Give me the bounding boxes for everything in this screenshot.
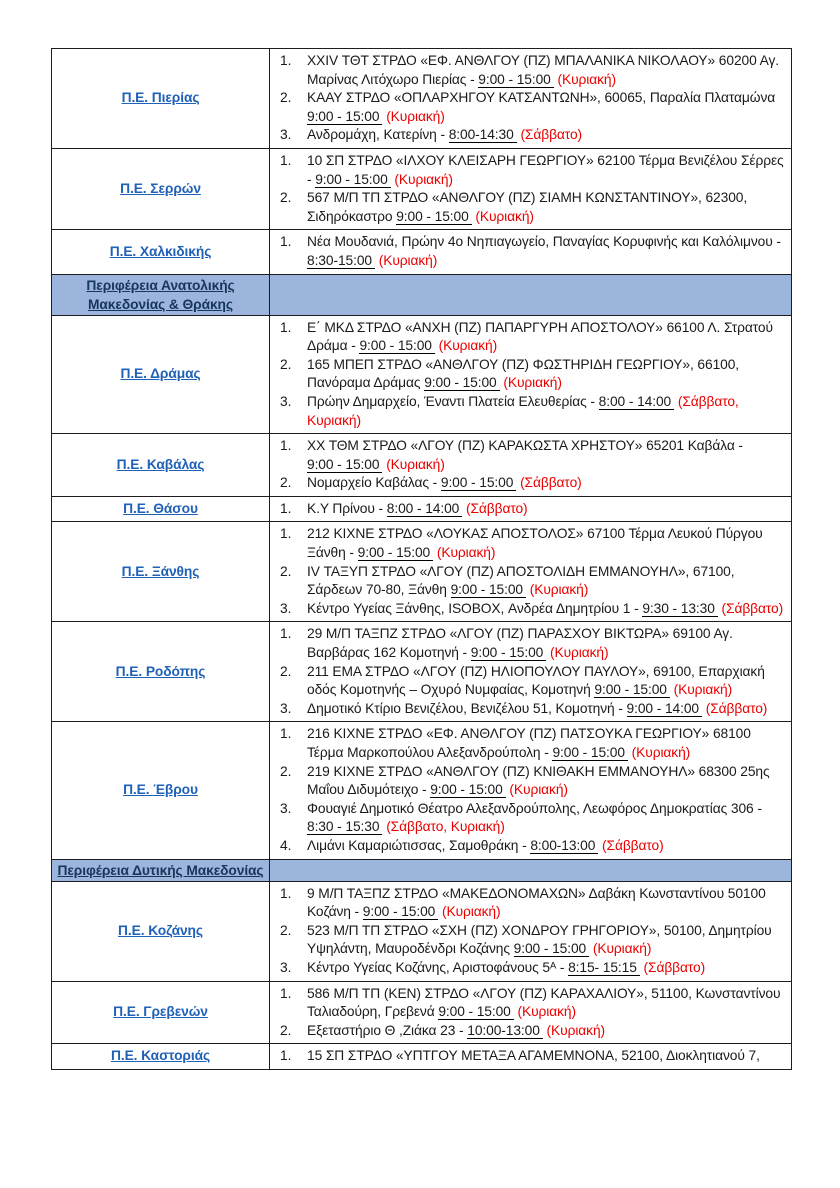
location-item (278, 985, 787, 1022)
location-item (278, 885, 787, 922)
item-number: 2. (280, 356, 292, 372)
region-link[interactable]: Π.Ε. Ροδόπης (115, 663, 206, 679)
days-note: (Σάββατο) (602, 837, 664, 853)
days-note: (Σάββατο) (705, 700, 768, 716)
location-description (307, 356, 787, 393)
location-description (307, 525, 787, 562)
location-description (307, 1022, 787, 1041)
region-row (52, 148, 792, 229)
time-range: 9:00 - 15:00 (430, 782, 505, 798)
location-text: 212 ΚΙΧΝΕ ΣΤΡΔΟ «ΛΟΥΚΑΣ ΑΠΟΣΤΟΛΟΣ» 67100 Τέρμα Λευκού Πύργου Ξάνθη - (307, 526, 763, 561)
days-note: (Σάββατο) (520, 127, 583, 143)
location-item (278, 725, 787, 762)
days-note: (Σάββατο, Κυριακή) (307, 393, 739, 428)
region-row (52, 230, 792, 274)
time-range: 8:00-13:00 (530, 838, 598, 854)
location-description (307, 319, 787, 356)
item-number: 2. (280, 90, 292, 106)
days-note: (Κυριακή) (378, 252, 438, 268)
item-number: 3. (280, 700, 292, 716)
time-range: 8:00-14:30 (449, 127, 517, 143)
location-text: 165 ΜΠΕΠ ΣΤΡΔΟ «ΑΝΘΛΓΟΥ (ΠΖ) ΦΩΣΤΗΡΙΔΗ ΓΕΩΡΓΙΟΥ», 66100, Πανόραμα Δράμας (307, 356, 740, 391)
time-range: 9:00 - 15:00 (396, 209, 471, 225)
days-note: (Κυριακή) (386, 456, 445, 472)
time-range: 9:00 - 15:00 (451, 582, 526, 598)
location-item (278, 500, 787, 519)
region-link[interactable]: Π.Ε. Θάσου (123, 500, 198, 516)
region-name-cell (52, 49, 270, 149)
region-link[interactable]: Π.Ε. Ξάνθης (121, 563, 200, 579)
region-row (52, 434, 792, 497)
days-note: (Σάββατο) (520, 475, 582, 491)
location-item (278, 319, 787, 356)
item-number: 3. (280, 800, 292, 816)
time-range: 9:00 - 15:00 (514, 941, 589, 957)
location-description (307, 474, 787, 493)
location-text: 523 Μ/Π ΤΠ ΣΤΡΔΟ «ΣΧΗ (ΠΖ) ΧΟΝΔΡΟΥ ΓΡΗΓΟΡΙΟΥ», 50100, Δημητρίου Υψηλάντη, Μαυροδένδρι Κοζάνης (307, 922, 772, 957)
days-note: (Κυριακή) (441, 904, 501, 920)
locations-cell (270, 496, 792, 522)
section-header-cell (52, 274, 270, 315)
item-number: 3. (280, 600, 292, 616)
section-header-cell (52, 859, 270, 881)
location-text: XXIV ΤΘΤ ΣΤΡΔΟ «ΕΦ. ΑΝΘΛΓΟΥ (ΠΖ) ΜΠΑΛΑΝΙΚΑ ΝΙΚΟΛΑΟΥ» 60200 Αγ. Μαρίνας Λιτόχωρο Πιερίας - (307, 53, 780, 87)
item-number: 1. (280, 726, 292, 742)
location-text: 211 ΕΜΑ ΣΤΡΔΟ «ΛΓΟΥ (ΠΖ) ΗΛΙΟΠΟΥΛΟΥ ΠΑΥΛΟΥ», 69100, Επαρχιακή οδός Κομοτηνής – Οχυρό Νυμφαίας, Κομοτηνή (307, 663, 765, 698)
days-note: (Κυριακή) (517, 1004, 576, 1020)
location-description (307, 89, 787, 126)
locations-cell (270, 148, 792, 229)
region-link[interactable]: Π.Ε. Καβάλας (116, 456, 205, 472)
location-text: 586 Μ/Π ΤΠ (ΚΕΝ) ΣΤΡΔΟ «ΛΓΟΥ (ΠΖ) ΚΑΡΑΧΑΛΙΟΥ», 51100, Κωνσταντίνου Ταλιαδούρη, Γρεβενά (307, 985, 781, 1020)
location-text: 10 ΣΠ ΣΤΡΔΟ «ΙΛΧΟΥ ΚΛΕΙΣΑΡΗ ΓΕΩΡΓΙΟΥ» 62100 Τέρμα Βενιζέλου Σέρρες - (307, 152, 784, 187)
location-item (278, 525, 787, 562)
location-description (307, 922, 787, 959)
region-row (52, 522, 792, 622)
location-item (278, 1047, 787, 1066)
section-header-label: Περιφέρεια Ανατολικής Μακεδονίας & Θράκης (86, 277, 235, 312)
time-range: 9:00 - 15:00 (471, 645, 546, 661)
location-text: Λιμάνι Καμαριώτισσας, Σαμοθράκη - (307, 837, 531, 853)
location-item (278, 625, 787, 662)
days-note: (Κυριακή) (631, 745, 691, 760)
time-range: 9:00 - 15:00 (358, 545, 433, 561)
days-note: (Σάββατο) (721, 600, 784, 616)
location-text: Ανδρομάχη, Κατερίνη - (307, 127, 449, 143)
region-link[interactable]: Π.Ε. Καστοριάς (110, 1048, 211, 1064)
time-range: 9:00 - 15:00 (441, 475, 516, 491)
days-note: (Σάββατο) (643, 959, 706, 975)
location-item (278, 474, 787, 493)
section-header-row (52, 859, 792, 881)
region-link[interactable]: Π.Ε. Έβρου (123, 782, 198, 798)
locations-cell (270, 981, 792, 1044)
days-note: (Κυριακή) (529, 582, 589, 598)
item-number: 1. (280, 319, 292, 335)
time-range: 9:30 - 13:30 (642, 601, 717, 617)
item-number: 2. (280, 475, 292, 491)
item-number: 2. (280, 922, 292, 938)
time-range: 9:00 - 14:00 (627, 701, 702, 717)
location-item (278, 89, 787, 126)
item-number: 2. (280, 1022, 292, 1038)
location-item (278, 800, 787, 837)
time-range: 9:00 - 15:00 (307, 109, 382, 125)
time-range: 10:00-13:00 (467, 1023, 543, 1039)
location-text: ΧΧ ΤΘΜ ΣΤΡΔΟ «ΛΓΟΥ (ΠΖ) ΚΑΡΑΚΩΣΤΑ ΧΡΗΣΤΟΥ» 65201 Καβάλα - (307, 438, 743, 454)
location-description (307, 763, 787, 800)
locations-cell (270, 1044, 792, 1070)
location-description (307, 152, 787, 189)
location-description (307, 233, 787, 270)
location-description (307, 837, 787, 856)
location-item (278, 763, 787, 800)
location-item (278, 700, 787, 719)
location-item (278, 189, 787, 226)
item-number: 1. (280, 234, 292, 250)
days-note: (Κυριακή) (557, 71, 616, 87)
item-number: 2. (280, 663, 292, 679)
location-item (278, 663, 787, 700)
region-name-cell (52, 1044, 270, 1070)
locations-cell (270, 622, 792, 722)
region-name-cell (52, 981, 270, 1044)
location-description (307, 985, 787, 1022)
locations-cell (270, 230, 792, 274)
location-item (278, 437, 787, 474)
item-number: 3. (280, 393, 292, 409)
time-range: 8:30 - 15:30 (307, 819, 382, 835)
location-item (278, 393, 787, 430)
location-description (307, 563, 787, 600)
location-item (278, 52, 787, 89)
item-number: 1. (280, 626, 292, 642)
locations-cell (270, 49, 792, 149)
region-name-cell (52, 230, 270, 274)
region-row (52, 881, 792, 981)
location-description (307, 663, 787, 700)
days-note: (Κυριακή) (546, 1022, 606, 1038)
days-note: (Κυριακή) (673, 682, 733, 698)
region-link[interactable]: Π.Ε. Κοζάνης (118, 922, 203, 938)
table-body (52, 49, 792, 1070)
item-number: 1. (280, 53, 292, 68)
location-item (278, 563, 787, 600)
days-note: (Κυριακή) (436, 545, 496, 561)
region-row (52, 722, 792, 859)
region-name-cell (52, 148, 270, 229)
region-row (52, 981, 792, 1044)
location-text: 567 Μ/Π ΤΠ ΣΤΡΔΟ «ΑΝΘΛΓΟΥ (ΠΖ) ΣΙΑΜΗ ΚΩΝΣΤΑΝΤΙΝΟΥ», 62300, Σιδηρόκαστρο (307, 190, 748, 224)
item-number: 4. (280, 837, 292, 853)
region-name-cell (52, 434, 270, 497)
item-number: 1. (280, 526, 292, 542)
days-note: (Κυριακή) (386, 108, 445, 124)
time-range: 8:00 - 14:00 (599, 394, 674, 410)
location-text: Φουαγιέ Δημοτικό Θέατρο Αλεξανδρούπολης, Λεωφόρος Δημοκρατίας 306 - (307, 800, 762, 816)
days-note: (Κυριακή) (438, 338, 498, 354)
item-number: 2. (280, 763, 292, 779)
location-text: Πρώην Δημαρχείο, Έναντι Πλατεία Ελευθερίας - (307, 393, 599, 409)
location-item (278, 922, 787, 959)
days-note: (Κυριακή) (592, 941, 652, 957)
locations-cell (270, 315, 792, 434)
item-number: 3. (280, 127, 292, 143)
region-link[interactable]: Π.Ε. Δράμας (120, 366, 201, 382)
locations-cell (270, 722, 792, 859)
region-name-cell (52, 522, 270, 622)
location-description (307, 959, 787, 978)
location-item (278, 356, 787, 393)
section-header-row (52, 274, 792, 315)
region-link[interactable]: Π.Ε. Γρεβενών (113, 1004, 208, 1020)
location-text: 9 Μ/Π ΤΑΞΠΖ ΣΤΡΔΟ «ΜΑΚΕΔΟΝΟΜΑΧΩΝ» Δαβάκη Κωνσταντίνου 50100 Κοζάνη - (307, 885, 766, 920)
region-row (52, 622, 792, 722)
region-name-cell (52, 622, 270, 722)
item-number: 1. (280, 1048, 292, 1064)
location-description (307, 725, 787, 762)
location-description (307, 393, 787, 430)
location-text: ΚΑΑΥ ΣΤΡΔΟ «ΟΠΛΑΡΧΗΓΟΥ ΚΑΤΣΑΝΤΩΝΗ», 60065, Παραλία Πλαταμώνα (307, 90, 776, 106)
location-text: Δημοτικό Κτίριο Βενιζέλου, Βενιζέλου 51, Κομοτηνή - (307, 700, 627, 716)
location-text: 216 ΚΙΧΝΕ ΣΤΡΔΟ «ΕΦ. ΑΝΘΛΓΟΥ (ΠΖ) ΠΑΤΣΟΥΚΑ ΓΕΩΡΓΙΟΥ» 68100 Τέρμα Μαρκοπούλου Αλεξανδρούπολη - (307, 726, 751, 760)
region-link[interactable]: Π.Ε. Σερρών (120, 180, 201, 196)
time-range: 8:15- 15:15 (568, 960, 640, 976)
time-range: 9:00 - 15:00 (594, 682, 669, 698)
location-text: 29 Μ/Π ΤΑΞΠΖ ΣΤΡΔΟ «ΛΓΟΥ (ΠΖ) ΠΑΡΑΣΧΟΥ ΒΙΚΤΩΡΑ» 69100 Αγ. Βαρβάρας 162 Κομοτηνή - (307, 626, 733, 661)
region-name-cell (52, 722, 270, 859)
item-number: 3. (280, 959, 292, 975)
region-row (52, 315, 792, 434)
days-note: (Κυριακή) (503, 375, 562, 391)
location-description (307, 885, 787, 922)
time-range: 9:00 - 15:00 (424, 375, 499, 391)
days-note: (Κυριακή) (394, 171, 453, 187)
location-text: Κ.Υ Πρίνου - (307, 500, 387, 516)
section-header-label: Περιφέρεια Δυτικής Μακεδονίας (57, 862, 264, 878)
region-link[interactable]: Π.Ε. Πιερίας (121, 90, 200, 106)
location-text: 219 ΚΙΧΝΕ ΣΤΡΔΟ «ΑΝΘΛΓΟΥ (ΠΖ) ΚΝΙΘΑΚΗ ΕΜΜΑΝΟΥΗΛ» 68300 25ης Μαΐου Διδυμότειχο - (307, 763, 770, 798)
location-description (307, 1047, 787, 1066)
location-text: Εξεταστήριο Θ ,Ζιάκα 23 - (307, 1022, 468, 1038)
item-number: 1. (280, 438, 292, 454)
time-range: 9:00 - 15:00 (363, 904, 438, 920)
time-range: 9:00 - 15:00 (359, 338, 434, 354)
location-description (307, 52, 787, 89)
location-text: 15 ΣΠ ΣΤΡΔΟ «ΥΠΤΓΟΥ ΜΕΤΑΞΑ ΑΓΑΜΕΜΝΟΝΑ, 52100, Διοκλητιανού 7, (307, 1048, 760, 1064)
days-note: (Κυριακή) (549, 645, 609, 661)
location-item (278, 600, 787, 619)
location-description (307, 500, 787, 519)
location-text: Νομαρχείο Καβάλας - (307, 475, 441, 491)
time-range: 9:00 - 15:00 (478, 72, 553, 88)
region-link[interactable]: Π.Ε. Χαλκιδικής (109, 243, 212, 259)
location-item (278, 233, 787, 270)
time-range: 9:00 - 15:00 (315, 172, 390, 188)
days-note: (Σάββατο, Κυριακή) (386, 819, 505, 835)
locations-cell (270, 881, 792, 981)
location-description (307, 600, 787, 619)
region-name-cell (52, 315, 270, 434)
location-text: Ε΄ ΜΚΔ ΣΤΡΔΟ «ΑΝΧΗ (ΠΖ) ΠΑΠΑΡΓΥΡΗ ΑΠΟΣΤΟΛΟΥ» 66100 Λ. Στρατού Δράμα - (307, 319, 773, 354)
days-note: (Κυριακή) (509, 782, 568, 798)
location-description (307, 800, 787, 837)
time-range: 9:00 - 15:00 (307, 457, 382, 473)
item-number: 2. (280, 190, 292, 206)
location-item (278, 126, 787, 145)
section-header-empty-cell (270, 274, 792, 315)
location-text: IV ΤΑΞΥΠ ΣΤΡΔΟ «ΛΓΟΥ (ΠΖ) ΑΠΟΣΤΟΛΙΔΗ ΕΜΜΑΝΟΥΗΛ», 67100, Σάρδεων 70-80, Ξάνθη (307, 563, 735, 598)
locations-cell (270, 522, 792, 622)
location-description (307, 437, 787, 474)
location-item (278, 959, 787, 978)
locations-cell (270, 434, 792, 497)
time-range: 8:00 - 14:00 (387, 501, 462, 517)
item-number: 1. (280, 152, 292, 168)
location-text: Κέντρο Υγείας Κοζάνης, Αριστοφάνους 5ᴬ - (307, 959, 569, 975)
time-range: 9:00 - 15:00 (552, 745, 627, 761)
time-range: 8:30-15:00 (307, 253, 375, 269)
location-item (278, 1022, 787, 1041)
item-number: 1. (280, 985, 292, 1001)
days-note: (Κυριακή) (475, 208, 534, 224)
time-range: 9:00 - 15:00 (438, 1004, 513, 1020)
item-number: 1. (280, 500, 292, 516)
location-text: Νέα Μουδανιά, Πρώην 4ο Νηπιαγωγείο, Παναγίας Κορυφινής και Καλόλιμνου - (307, 234, 781, 250)
location-item (278, 152, 787, 189)
region-name-cell (52, 881, 270, 981)
location-description (307, 625, 787, 662)
region-name-cell (52, 496, 270, 522)
regional-locations-table (51, 48, 792, 1070)
item-number: 2. (280, 563, 292, 579)
item-number: 1. (280, 885, 292, 901)
location-item (278, 837, 787, 856)
location-description (307, 126, 787, 145)
location-description (307, 189, 787, 226)
days-note: (Σάββατο) (465, 500, 528, 516)
region-row (52, 49, 792, 149)
section-header-empty-cell (270, 859, 792, 881)
location-description (307, 700, 787, 719)
region-row (52, 1044, 792, 1070)
location-text: Κέντρο Υγείας Ξάνθης, ISOBOX, Ανδρέα Δημητρίου 1 - (307, 600, 643, 616)
region-row (52, 496, 792, 522)
